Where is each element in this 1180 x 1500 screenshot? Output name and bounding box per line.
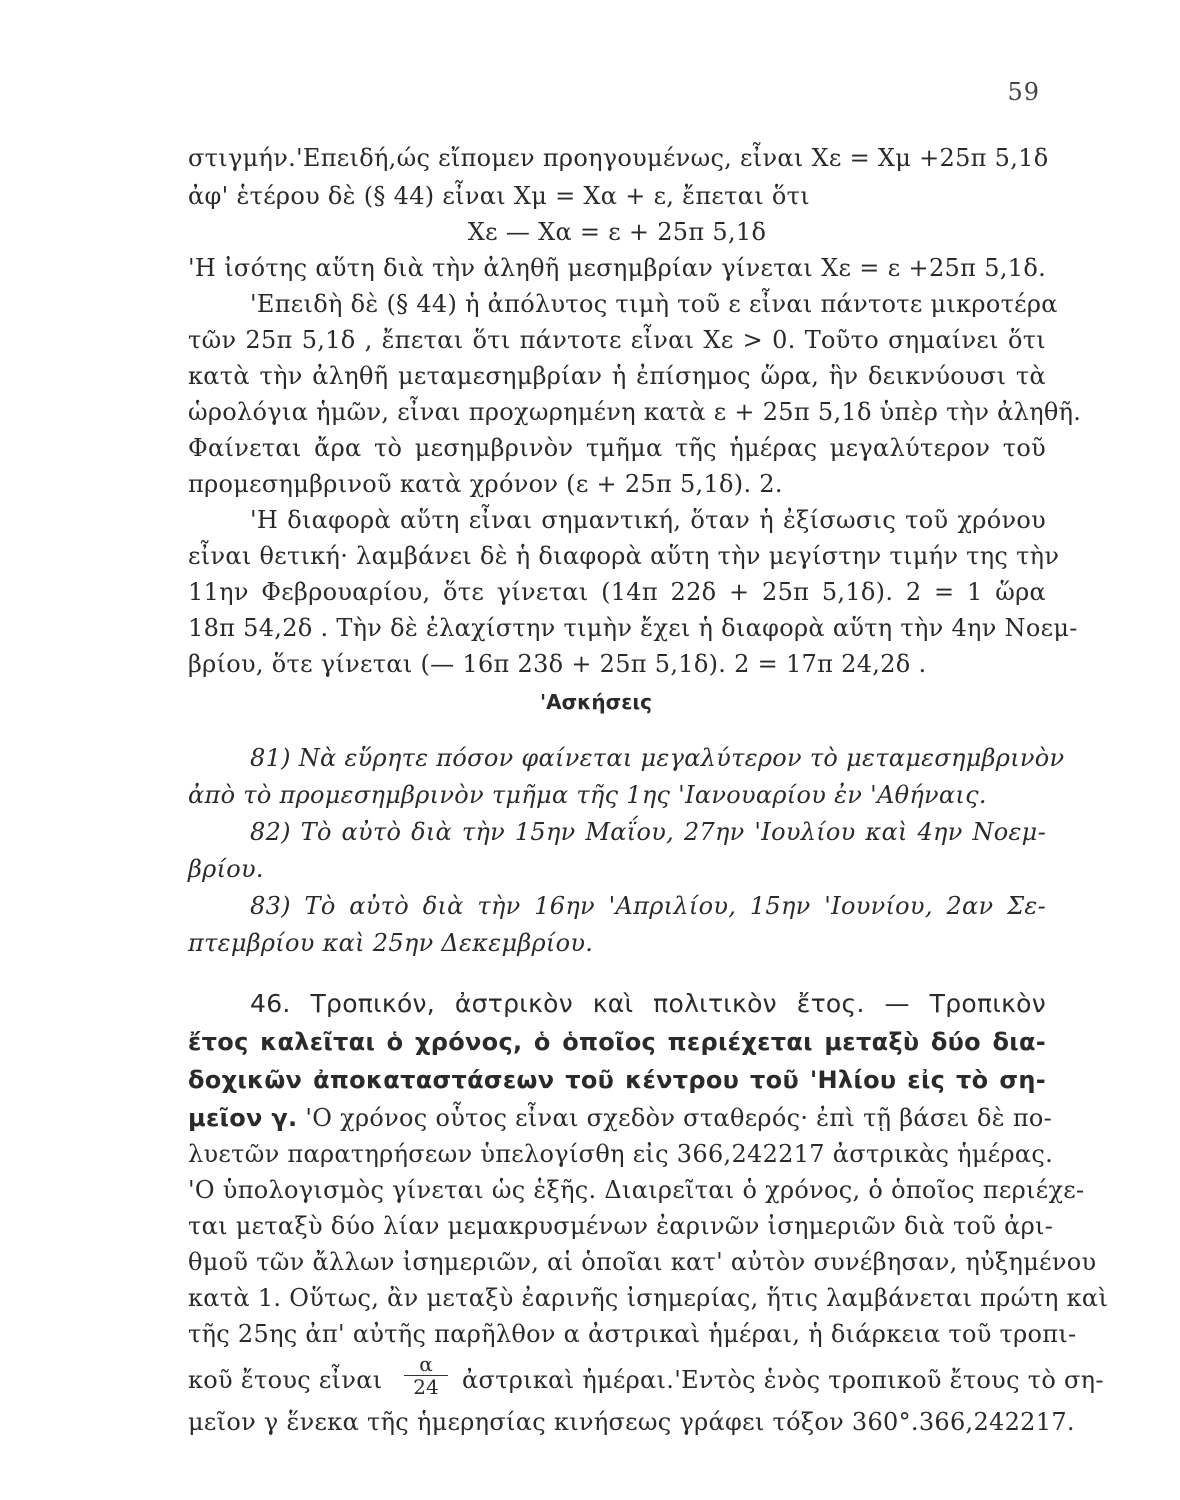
text-line: 'Ο ὑπολογισμὸς γίνεται ὡς ἑξῆς. Διαιρεῖται ὁ χρόνος, ὁ ὁποῖος περιέχε- — [188, 1176, 1085, 1204]
text-line: θμοῦ τῶν ἄλλων ἰσημεριῶν, αἱ ὁποῖαι κατ' αὐτὸν συνέβησαν, ηὐξημένου — [188, 1248, 1097, 1276]
text-line: προμεσημβρινοῦ κατὰ χρόνον (ε + 25π 5,1δ). 2. — [188, 470, 783, 498]
exercise-line: ἀπὸ τὸ προμεσημβρινὸν τμῆμα τῆς 1ης 'Ιανουαρίου ἐν 'Αθήναις. — [188, 781, 987, 809]
text-line: 'Επειδὴ δὲ (§ 44) ἡ ἀπόλυτος τιμὴ τοῦ ε εἶναι πάντοτε μικροτέρα — [250, 290, 1058, 318]
text-line: εἶναι θετική· λαμβάνει δὲ ἡ διαφορὰ αὕτη τὴν μεγίστην τιμήν της τὴν — [188, 542, 1060, 570]
text-line: ται μεταξὺ δύο λίαν μεμακρυσμένων ἐαρινῶν ἰσημεριῶν διὰ τοῦ ἀρι- — [188, 1212, 1054, 1240]
text-line: μεῖον γ ἕνεκα τῆς ἡμερησίας κινήσεως γράφει τόξον 360°.366,242217. — [188, 1408, 1075, 1436]
text-line: ὡρολόγια ἡμῶν, εἶναι προχωρημένη κατὰ ε + 25π 5,1δ ὑπὲρ τὴν ἀληθῆ. — [188, 398, 1082, 426]
exercises-heading: 'Ασκήσεις — [540, 690, 652, 714]
text-fragment: 'Ο χρόνος οὗτος εἶναι σχεδὸν σταθερός· ἐπὶ τῇ βάσει δὲ πο- — [297, 1104, 1053, 1132]
text-line: Φαίνεται ἄρα τὸ μεσημβρινὸν τμῆμα τῆς ἡμέρας μεγαλύτερον τοῦ — [188, 434, 1046, 462]
bold-fragment: μεῖον γ. — [188, 1104, 298, 1132]
text-line: λυετῶν παρατηρήσεων ὑπελογίσθη εἰς 366,242217 ἀστρικὰς ἡμέρας. — [188, 1140, 1054, 1168]
text-line: κατὰ 1. Οὕτως, ἂν μεταξὺ ἐαρινῆς ἰσημερίας, ἥτις λαμβάνεται πρώτη καὶ — [188, 1284, 1109, 1312]
text-line: 11ην Φεβρουαρίου, ὅτε γίνεται (14π 22δ + 25π 5,1δ). 2 = 1 ὥρα — [188, 578, 1046, 606]
page-number: 59 — [1007, 78, 1040, 106]
bold-line: ἔτος καλεῖται ὁ χρόνος, ὁ ὁποῖος περιέχεται μεταξὺ δύο δια- — [188, 1028, 1046, 1056]
fraction-denominator: 24 — [404, 1375, 448, 1398]
text-line: 18π 54,2δ . Τὴν δὲ ἐλαχίστην τιμὴν ἔχει ἡ διαφορὰ αὕτη τὴν 4ην Νοεμ- — [188, 614, 1078, 642]
text-line: στιγμήν.'Επειδή,ώς εἴπομεν προηγουμένως, εἶναι Xε = Xμ +25π 5,1δ — [188, 144, 1049, 172]
text-line: 'Η διαφορὰ αὕτη εἶναι σημαντική, ὅταν ἡ ἐξίσωσις τοῦ χρόνου — [250, 506, 1046, 534]
text-line: τῶν 25π 5,1δ , ἔπεται ὅτι πάντοτε εἶναι Xε > 0. Τοῦτο σημαίνει ὅτι — [188, 326, 1046, 354]
exercise-line: βρίου. — [188, 855, 264, 883]
exercise-line: 83) Τὸ αὐτὸ διὰ τὴν 16ην 'Απριλίου, 15ην 'Ιουνίου, 2αν Σε- — [250, 892, 1046, 920]
exercise-line: 81) Νὰ εὕρητε πόσον φαίνεται μεγαλύτερον τὸ μεταμεσημβρινὸν — [250, 744, 1065, 772]
fraction — [404, 1353, 448, 1398]
text-line: ἀφ' ἑτέρου δὲ (§ 44) εἶναι Xμ = Xα + ε, ἔπεται ὅτι — [188, 182, 810, 210]
equation-line: Xε — Xα = ε + 25π 5,1δ — [467, 218, 767, 246]
text-fragment: ἀστρικαὶ ἡμέραι.'Εντὸς ἑνὸς τροπικοῦ ἔτους τὸ ση- — [462, 1366, 1104, 1394]
fraction-numerator: α — [419, 1352, 433, 1376]
text-fragment: κοῦ ἔτους εἶναι — [188, 1366, 383, 1394]
bold-line: δοχικῶν ἀποκαταστάσεων τοῦ κέντρου τοῦ 'Ηλίου εἰς τὸ ση- — [188, 1066, 1046, 1094]
exercise-line: πτεμβρίου καὶ 25ην Δεκεμβρίου. — [188, 929, 594, 957]
text-line: τῆς 25ης ἀπ' αὐτῆς παρῆλθον α ἀστρικαὶ ἡμέραι, ἡ διάρκεια τοῦ τροπι- — [188, 1320, 1077, 1348]
section-title: 46. Τροπικόν, ἀστρικὸν καὶ πολιτικὸν ἔτος. — Τροπικὸν — [250, 989, 1046, 1018]
text-line: 'Η ἰσότης αὕτη διὰ τὴν ἀληθῆ μεσημβρίαν γίνεται Xε = ε +25π 5,1δ. — [188, 254, 1046, 282]
text-line — [188, 1100, 1053, 1136]
exercise-line: 82) Τὸ αὐτὸ διὰ τὴν 15ην Μαΐου, 27ην 'Ιουλίου καὶ 4ην Νοεμ- — [250, 818, 1046, 846]
text-line: κατὰ τὴν ἀληθῆ μεταμεσημβρίαν ἡ ἐπίσημος ὥρα, ἣν δεικνύουσι τὰ — [188, 362, 1046, 390]
text-line: βρίου, ὅτε γίνεται (— 16π 23δ + 25π 5,1δ). 2 = 17π 24,2δ . — [188, 650, 927, 678]
